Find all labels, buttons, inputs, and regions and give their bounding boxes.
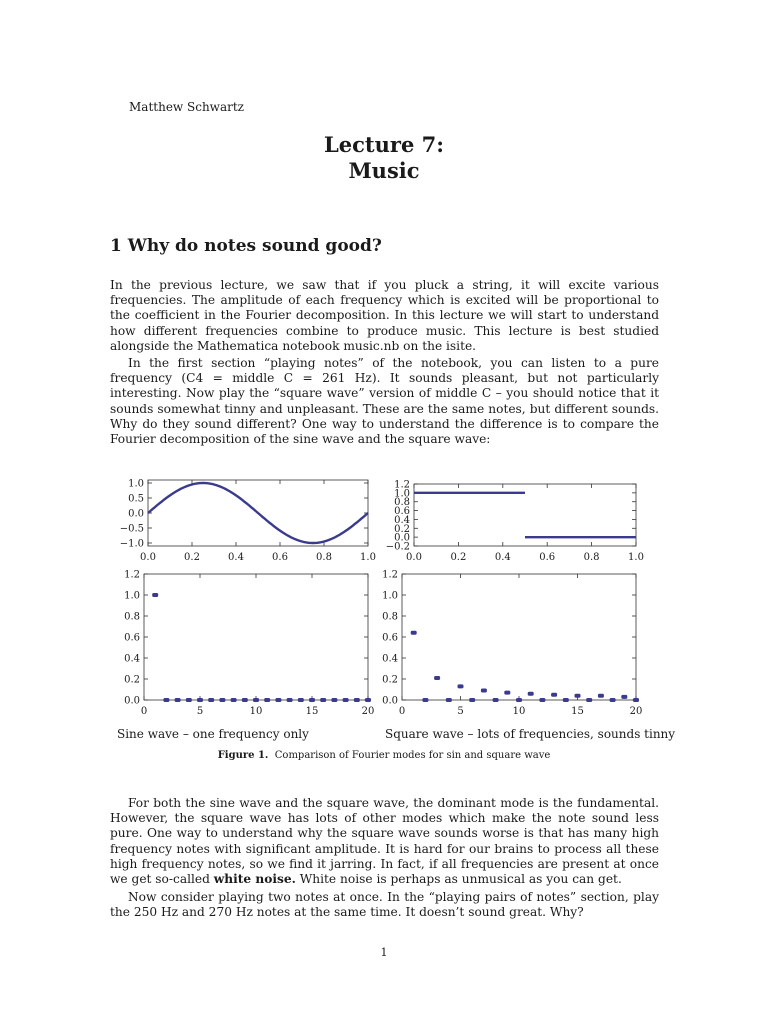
data-point: [458, 684, 464, 688]
data-point: [551, 693, 557, 697]
x-tick-label: 0.4: [228, 552, 244, 563]
y-tick-label: 0.8: [382, 611, 398, 623]
data-point: [197, 698, 203, 702]
x-tick-label: 1.0: [360, 552, 376, 563]
y-tick-label: 0.5: [128, 493, 144, 505]
plot-axes: [124, 570, 374, 718]
y-tick-label: 0.4: [124, 653, 140, 665]
x-tick-label: 5: [457, 706, 464, 717]
data-point: [219, 698, 225, 702]
left-plot-caption: Sine wave – one frequency only: [117, 727, 309, 741]
right-plot-caption: Square wave – lots of frequencies, sounds tinny: [385, 727, 676, 741]
square-wave-plot: [384, 476, 654, 566]
data-point: [481, 689, 487, 693]
author-name: Matthew Schwartz: [129, 100, 244, 114]
data-point: [528, 692, 534, 696]
y-tick-label: −0.5: [119, 523, 144, 535]
plot-frame: [144, 574, 368, 700]
data-point: [275, 698, 281, 702]
data-point: [298, 698, 304, 702]
data-point: [152, 593, 158, 597]
y-tick-label: 0.2: [382, 674, 398, 686]
data-point: [586, 698, 592, 702]
data-point: [563, 698, 569, 702]
section-heading: 1 Why do notes sound good?: [110, 236, 382, 256]
data-point: [343, 698, 349, 702]
data-point: [633, 698, 639, 702]
y-tick-label: 1.2: [124, 569, 140, 581]
data-point: [231, 698, 237, 702]
data-point: [469, 698, 475, 702]
plot-axes: [120, 479, 376, 564]
data-point: [422, 698, 428, 702]
y-tick-label: 0.2: [124, 674, 140, 686]
paragraph-4: Now consider playing two notes at once. In the “playing pairs of notes” section, play the 250 Hz and 270 Hz notes at the same time. It doesn’t sound great. Why?: [110, 890, 659, 920]
x-tick-label: 0.0: [140, 552, 156, 563]
paragraph-2: In the first section “playing notes” of the notebook, you can listen to a pure frequency (C4 = middle C = 261 Hz). It sounds pleasant, but not particularly interesting. Now play the “square wave” version of middle C – you should notice that it sounds somewhat tinny and unpleasant. These are the same notes, but different sounds. Why do they sound different? One way to understand the difference is to compare the Fourier decomposition of the sine wave and the square wave:: [110, 356, 659, 447]
x-tick-label: 15: [305, 706, 319, 717]
y-tick-label: −0.2: [385, 541, 410, 553]
y-tick-label: 1.0: [394, 488, 410, 500]
sine-fourier-plot: [110, 566, 380, 728]
y-tick-label: 0.6: [382, 632, 398, 644]
y-tick-label: 0.4: [382, 653, 398, 665]
data-point: [434, 676, 440, 680]
sine-wave-plot: [110, 476, 380, 566]
x-tick-label: 5: [196, 706, 204, 717]
x-tick-label: 0: [140, 706, 148, 717]
data-point: [539, 698, 545, 702]
plot-frame: [402, 574, 636, 700]
data-point: [163, 698, 169, 702]
y-tick-label: 0.0: [124, 695, 140, 707]
figure-label: Figure 1.: [217, 750, 269, 761]
data-point: [208, 698, 214, 702]
data-point: [446, 698, 452, 702]
data-point: [175, 698, 181, 702]
x-tick-label: 20: [361, 706, 375, 717]
data-point: [264, 698, 270, 702]
paragraph-3: [110, 796, 659, 887]
y-tick-label: 0.8: [124, 611, 140, 623]
y-tick-label: 0.6: [124, 632, 140, 644]
x-tick-label: 0.8: [583, 552, 600, 563]
plot-axes: [382, 570, 642, 718]
title-line-1: Lecture 7:: [324, 132, 444, 157]
square-fourier-plot: [384, 566, 654, 728]
paragraph-3-text: For both the sine wave and the square wave, the dominant mode is the fundamental. However, the square wave has lots of other modes which make the note sound less pure. One way to understand why the square wave sounds worse is that has many high frequency notes with significant amplitude. It is hard for our brains to process all these high frequency notes, so we find it jarring. In fact, if all frequencies are present at once we get so-called: [110, 796, 659, 887]
x-tick-label: 0.0: [406, 552, 422, 563]
x-tick-label: 0.8: [316, 552, 332, 563]
data-point: [598, 694, 604, 698]
title-line-2: Music: [348, 158, 420, 183]
figure-caption: [0, 750, 768, 761]
y-tick-label: 1.0: [124, 590, 140, 602]
x-tick-label: 20: [629, 706, 643, 717]
data-point: [242, 698, 248, 702]
data-point: [186, 698, 192, 702]
y-tick-label: 1.2: [382, 569, 398, 581]
data-point: [365, 698, 371, 702]
data-point: [411, 631, 417, 635]
y-tick-label: 0.4: [394, 514, 410, 526]
y-tick-label: −1.0: [119, 538, 144, 550]
y-tick-label: 1.0: [128, 478, 144, 490]
y-tick-label: 0.8: [394, 497, 410, 509]
data-point: [621, 695, 627, 699]
data-point: [287, 698, 293, 702]
data-point: [320, 698, 326, 702]
figure-caption-text: Comparison of Fourier modes for sin and square wave: [274, 750, 551, 761]
x-tick-label: 10: [249, 706, 263, 717]
data-point: [610, 698, 616, 702]
paragraph-3-end: White noise is perhaps as unmusical as you can get.: [299, 872, 622, 887]
x-tick-label: 0: [398, 706, 406, 717]
sine-curve: [148, 483, 368, 543]
data-point: [354, 698, 360, 702]
white-noise-term: white noise.: [213, 872, 296, 887]
data-point: [309, 698, 315, 702]
x-tick-label: 0.4: [494, 552, 511, 563]
data-point: [504, 691, 510, 695]
paragraph-1: In the previous lecture, we saw that if you pluck a string, it will excite various frequencies. The amplitude of each frequency which is excited will be proportional to the coefficient in the Fourier decomposition. In this lecture we will start to understand how different frequencies combine to produce music. This lecture is best studied alongside the Mathematica notebook music.nb on the isite.: [110, 278, 659, 353]
x-tick-label: 0.2: [184, 552, 200, 563]
plot-axes: [386, 480, 644, 564]
y-tick-label: 1.0: [382, 590, 398, 602]
y-tick-label: 0.0: [382, 695, 398, 707]
x-tick-label: 10: [512, 706, 526, 717]
data-point: [516, 698, 522, 702]
data-point: [331, 698, 337, 702]
y-tick-label: 1.2: [394, 479, 410, 491]
y-tick-label: 0.0: [394, 532, 410, 544]
x-tick-label: 0.6: [272, 552, 288, 563]
x-tick-label: 0.6: [539, 552, 556, 563]
x-tick-label: 1.0: [628, 552, 644, 563]
x-tick-label: 0.2: [450, 552, 467, 563]
data-point: [253, 698, 259, 702]
x-tick-label: 15: [571, 706, 584, 717]
page-number: 1: [380, 946, 388, 959]
y-tick-label: 0.2: [394, 523, 410, 535]
data-point: [493, 698, 499, 702]
lecture-title: [0, 132, 768, 184]
y-tick-label: 0.6: [394, 506, 410, 518]
data-point: [575, 694, 581, 698]
y-tick-label: 0.0: [128, 508, 144, 520]
